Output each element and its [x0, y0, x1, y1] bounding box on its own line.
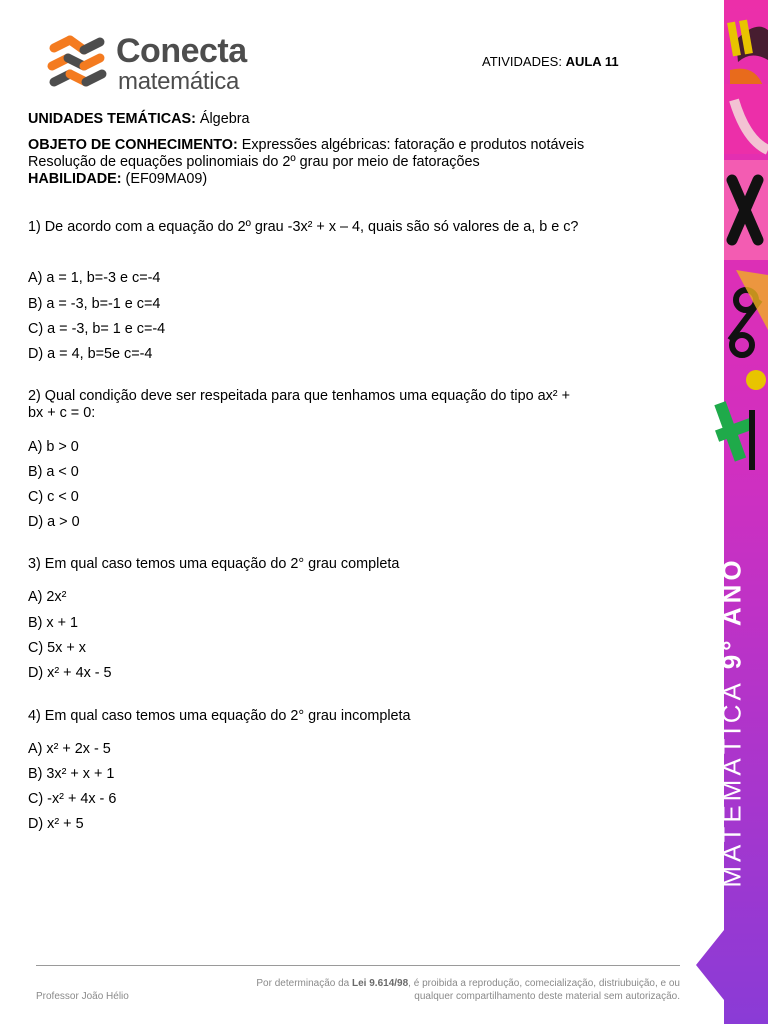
- legal-prefix: Por determinação da: [256, 978, 350, 989]
- answer-option: B) a = -3, b=-1 e c=4: [28, 296, 161, 312]
- activity-label: [482, 54, 619, 69]
- logo-word-matematica: matemática: [118, 68, 240, 95]
- answer-option: B) a < 0: [28, 464, 79, 480]
- vertical-subject-label: [717, 556, 748, 887]
- answer-option: C) 5x + x: [28, 640, 86, 656]
- activity-value: AULA 11: [565, 54, 619, 69]
- answer-option: D) x² + 4x - 5: [28, 665, 112, 681]
- answer-option: D) a > 0: [28, 514, 80, 530]
- question-stem: 1) De acordo com a equação do 2º grau -3x² + x – 4, quais são só valores de a, b e c?: [28, 219, 579, 235]
- question-4: [28, 708, 588, 725]
- objeto-label: OBJETO DE CONHECIMENTO:: [28, 137, 238, 153]
- legal-suffix: , é proibida a reprodução, comecialização, distriubuição, e ou qualquer compartilhamento deste material sem autorização.: [408, 978, 680, 1002]
- professor-name: Professor João Hélio: [36, 991, 129, 1002]
- answer-option: C) -x² + 4x - 6: [28, 791, 117, 807]
- objeto-line: [28, 137, 588, 171]
- legal-law: Lei 9.614/98: [352, 978, 409, 989]
- logo-word-conecta: Conecta: [116, 32, 247, 70]
- question-2: [28, 388, 588, 422]
- lesson-meta: [28, 111, 588, 188]
- question-1: [28, 219, 588, 236]
- habilidade-label: HABILIDADE:: [28, 171, 122, 187]
- footer-divider: [36, 965, 680, 966]
- unidades-value: Álgebra: [199, 111, 250, 127]
- vertical-subject: MATEMÁTICA: [716, 680, 747, 888]
- objeto-value: Expressões algébricas: fatoração e produtos notáveis Resolução de equações polinomiais do 2º grau por meio de fatorações: [28, 137, 585, 170]
- answer-option: D) a = 4, b=5e c=-4: [28, 346, 153, 362]
- question-stem: 3) Em qual caso temos uma equação do 2° grau completa: [28, 556, 400, 572]
- answer-option: B) 3x² + x + 1: [28, 766, 115, 782]
- answer-option: B) x + 1: [28, 615, 78, 631]
- question-stem: 2) Qual condição deve ser respeitada para que tenhamos uma equação do tipo ax² + bx + c = 0:: [28, 388, 570, 421]
- vertical-grade: 9° ANO: [716, 556, 747, 670]
- answer-option: C) a = -3, b= 1 e c=-4: [28, 321, 166, 337]
- legal-notice: [220, 977, 680, 1003]
- answer-option: A) a = 1, b=-3 e c=-4: [28, 270, 161, 286]
- unidades-label: UNIDADES TEMÁTICAS:: [28, 111, 196, 127]
- logo-dots-icon: [44, 30, 116, 96]
- answer-option: A) 2x²: [28, 589, 67, 605]
- unidades-line: [28, 111, 588, 128]
- answer-option: D) x² + 5: [28, 816, 84, 832]
- activity-prefix: ATIVIDADES:: [482, 54, 562, 69]
- question-3: [28, 556, 588, 573]
- answer-option: A) x² + 2x - 5: [28, 741, 111, 757]
- answer-option: A) b > 0: [28, 439, 79, 455]
- habilidade-line: [28, 171, 588, 188]
- answer-option: C) c < 0: [28, 489, 79, 505]
- habilidade-value: (EF09MA09): [125, 171, 208, 187]
- question-stem: 4) Em qual caso temos uma equação do 2° grau incompleta: [28, 708, 411, 724]
- logo: [44, 30, 264, 96]
